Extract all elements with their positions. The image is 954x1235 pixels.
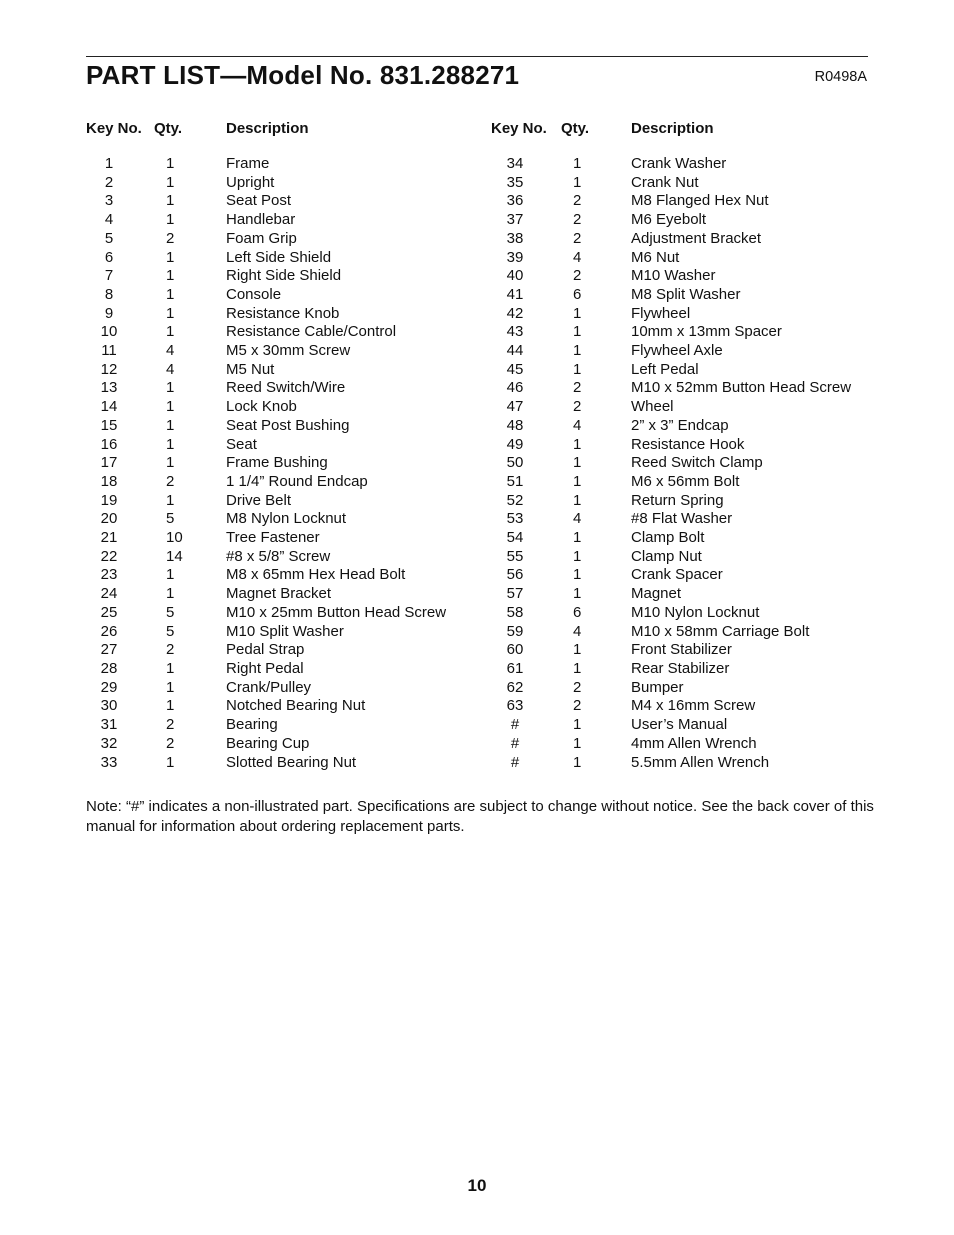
table-row: [491, 585, 851, 604]
part-key-number: 55: [506, 547, 524, 565]
part-key-number: 31: [100, 716, 118, 734]
table-row: [491, 679, 851, 698]
table-row: [491, 697, 851, 716]
part-quantity: 1: [166, 491, 175, 509]
table-row: [86, 716, 446, 735]
table-row: [86, 379, 446, 398]
part-description: Flywheel: [631, 304, 691, 322]
part-quantity: 1: [166, 435, 175, 453]
table-row: [491, 417, 851, 436]
part-key-number: 23: [100, 566, 118, 584]
part-quantity: 1: [166, 323, 175, 341]
part-quantity: 1: [166, 659, 175, 677]
part-description: M10 Nylon Locknut: [631, 603, 760, 621]
part-key-number: 13: [100, 379, 118, 397]
table-row: [86, 454, 446, 473]
part-quantity: 1: [573, 360, 582, 378]
part-quantity: 1: [573, 155, 582, 172]
part-description: M5 Nut: [226, 360, 275, 378]
part-quantity: 1: [573, 323, 582, 341]
part-description: M6 Eyebolt: [631, 211, 707, 229]
part-key-number: 33: [100, 753, 118, 771]
part-quantity: 1: [573, 753, 582, 771]
part-key-number: 15: [100, 416, 118, 434]
column-header-description: Description: [226, 119, 309, 137]
part-description: M8 x 65mm Hex Head Bolt: [226, 566, 406, 584]
part-description: Pedal Strap: [226, 641, 305, 659]
part-description: Bearing: [226, 716, 278, 734]
part-key-number: 20: [100, 510, 118, 528]
table-row: [86, 155, 446, 174]
table-row: [491, 623, 851, 642]
part-key-number: 25: [100, 603, 118, 621]
part-key-number: 9: [104, 304, 114, 322]
table-row: [86, 679, 446, 698]
table-header-row: [86, 118, 446, 155]
part-description: M5 x 30mm Screw: [226, 342, 351, 360]
part-quantity: 1: [166, 173, 175, 191]
part-quantity: 1: [573, 173, 582, 191]
part-key-number: 47: [506, 398, 524, 416]
part-description: Crank Spacer: [631, 566, 723, 584]
column-header-description: Description: [631, 119, 714, 137]
part-description: Foam Grip: [226, 229, 297, 247]
part-quantity: 1: [573, 547, 582, 565]
part-description: Lock Knob: [226, 398, 297, 416]
table-row: [86, 230, 446, 249]
part-description: Notched Bearing Nut: [226, 697, 366, 715]
part-quantity: 1: [573, 304, 582, 322]
table-row: [86, 323, 446, 342]
part-description: Console: [226, 285, 282, 303]
part-key-number: 8: [104, 285, 114, 303]
part-description: M8 Nylon Locknut: [226, 510, 347, 528]
page-number: 10: [467, 1176, 487, 1195]
part-description: Reed Switch/Wire: [226, 379, 346, 397]
table-row: [86, 566, 446, 585]
part-description: M6 Nut: [631, 248, 680, 266]
part-quantity: 1: [166, 379, 175, 397]
part-description: Seat Post Bushing: [226, 416, 350, 434]
table-row: [491, 379, 851, 398]
table-row: [491, 230, 851, 249]
part-description: Wheel: [631, 398, 674, 416]
footnote: Note: “#” indicates a non-illustrated part. Specifications are subject to change without notice. See the back cover of this manual for information about ordering replacement parts.: [86, 798, 874, 835]
part-key-number: 63: [506, 697, 524, 715]
part-key-number: 21: [100, 529, 118, 547]
part-description: Bumper: [631, 678, 684, 696]
part-key-number: 4: [104, 211, 114, 229]
table-row: [491, 192, 851, 211]
part-quantity: 14: [166, 547, 183, 565]
part-description: Slotted Bearing Nut: [226, 753, 357, 771]
part-quantity: 4: [166, 360, 175, 378]
part-quantity: 1: [166, 211, 175, 229]
document-code: R0498A: [814, 69, 867, 85]
part-description: Seat: [226, 435, 257, 453]
table-row: [491, 604, 851, 623]
part-key-number: 12: [100, 360, 118, 378]
table-row: [491, 754, 851, 773]
part-key-number: 32: [100, 734, 118, 752]
table-row: [491, 716, 851, 735]
part-key-number: 56: [506, 566, 524, 584]
part-key-number: 62: [506, 678, 524, 696]
part-key-number: 17: [100, 454, 118, 472]
part-key-number: 7: [104, 267, 114, 285]
part-quantity: 2: [573, 697, 582, 715]
part-quantity: 1: [166, 285, 175, 303]
part-description: Resistance Cable/Control: [226, 323, 397, 341]
part-key-number: 60: [506, 641, 524, 659]
part-description: Flywheel Axle: [631, 342, 723, 360]
part-description: Reed Switch Clamp: [631, 454, 763, 472]
part-key-number: 11: [101, 342, 117, 360]
table-row: [491, 323, 851, 342]
part-description: M10 Split Washer: [226, 622, 344, 640]
part-description: 1 1/4” Round Endcap: [226, 472, 368, 490]
part-key-number: 27: [100, 641, 118, 659]
part-key-number: 29: [100, 678, 118, 696]
part-quantity: 1: [166, 416, 175, 434]
part-quantity: 1: [573, 641, 582, 659]
part-quantity: 4: [573, 416, 582, 434]
part-description: Magnet Bracket: [226, 585, 332, 603]
table-row: [491, 641, 851, 660]
table-row: [86, 267, 446, 286]
part-quantity: 5: [166, 622, 175, 640]
part-quantity: 1: [573, 529, 582, 547]
part-key-number: 28: [100, 659, 118, 677]
table-row: [86, 697, 446, 716]
part-quantity: 2: [166, 472, 175, 490]
part-key-number: 2: [104, 173, 114, 191]
column-header-qty: Qty.: [561, 119, 590, 137]
part-key-number: 57: [506, 585, 524, 603]
part-quantity: 2: [166, 641, 175, 659]
part-key-number: 3: [104, 192, 114, 210]
table-row: [491, 174, 851, 193]
part-description: 4mm Allen Wrench: [631, 734, 757, 752]
part-key-number: 50: [506, 454, 524, 472]
table-row: [491, 436, 851, 455]
part-description: Tree Fastener: [226, 529, 320, 547]
part-key-number: 53: [506, 510, 524, 528]
part-key-number: 36: [506, 192, 524, 210]
part-quantity: 5: [166, 603, 175, 621]
part-description: Crank Washer: [631, 155, 727, 172]
part-key-number: 58: [506, 603, 524, 621]
part-description: Return Spring: [631, 491, 724, 509]
part-description: Drive Belt: [226, 491, 292, 509]
table-row: [491, 305, 851, 324]
part-key-number: 52: [506, 491, 524, 509]
part-quantity: 2: [573, 192, 582, 210]
part-quantity: 1: [166, 155, 175, 172]
part-key-number: 24: [100, 585, 118, 603]
part-key-number: 44: [506, 342, 524, 360]
part-description: Seat Post: [226, 192, 292, 210]
part-key-number: 16: [100, 435, 118, 453]
part-key-number: 37: [506, 211, 524, 229]
table-row: [86, 398, 446, 417]
table-row: [86, 641, 446, 660]
part-description: User’s Manual: [631, 716, 728, 734]
table-row: [86, 361, 446, 380]
part-quantity: 1: [166, 267, 175, 285]
table-row: [86, 174, 446, 193]
part-quantity: 1: [573, 716, 582, 734]
part-quantity: 1: [573, 585, 582, 603]
part-quantity: 1: [166, 585, 175, 603]
part-quantity: 2: [166, 229, 175, 247]
table-row: [86, 548, 446, 567]
part-quantity: 2: [573, 379, 582, 397]
part-quantity: 1: [573, 659, 582, 677]
table-row: [491, 473, 851, 492]
part-key-number: 14: [100, 398, 118, 416]
part-quantity: 1: [166, 192, 175, 210]
table-row: [86, 436, 446, 455]
part-key-number: 39: [506, 248, 524, 266]
part-key-number: 45: [506, 360, 524, 378]
part-description: 5.5mm Allen Wrench: [631, 753, 770, 771]
part-quantity: 5: [166, 510, 175, 528]
part-quantity: 10: [166, 529, 183, 547]
part-description: Clamp Nut: [631, 547, 702, 565]
part-quantity: 1: [573, 342, 582, 360]
part-key-number: 41: [506, 285, 524, 303]
part-description: Right Pedal: [226, 659, 304, 677]
part-description: Left Pedal: [631, 360, 699, 378]
table-header-row: [491, 118, 851, 155]
table-row: [86, 192, 446, 211]
part-key-number: 30: [100, 697, 118, 715]
part-quantity: 1: [166, 398, 175, 416]
part-description: Handlebar: [226, 211, 296, 229]
part-quantity: 2: [573, 211, 582, 229]
part-quantity: 4: [573, 248, 582, 266]
part-description: #8 x 5/8” Screw: [226, 547, 331, 565]
part-description: Bearing Cup: [226, 734, 310, 752]
column-header-qty: Qty.: [154, 119, 183, 137]
part-key-number: 51: [506, 472, 524, 490]
part-key-number: 5: [104, 229, 114, 247]
part-quantity: 1: [573, 454, 582, 472]
parts-rows-right: [491, 155, 851, 772]
part-key-number: 18: [100, 472, 118, 490]
part-quantity: 1: [573, 491, 582, 509]
part-quantity: 4: [573, 622, 582, 640]
table-row: [491, 155, 851, 174]
part-key-number: 38: [506, 229, 524, 247]
part-description: M10 Washer: [631, 267, 716, 285]
part-quantity: 2: [573, 229, 582, 247]
table-row: [491, 510, 851, 529]
part-quantity: 1: [573, 435, 582, 453]
table-row: [86, 305, 446, 324]
table-row: [491, 529, 851, 548]
part-quantity: 2: [573, 678, 582, 696]
part-key-number: 22: [100, 547, 118, 565]
table-row: [491, 566, 851, 585]
part-description: M8 Flanged Hex Nut: [631, 192, 769, 210]
part-description: Right Side Shield: [226, 267, 342, 285]
part-description: Clamp Bolt: [631, 529, 705, 547]
table-row: [491, 660, 851, 679]
part-quantity: 2: [166, 716, 175, 734]
table-row: [86, 510, 446, 529]
table-row: [491, 492, 851, 511]
table-row: [491, 361, 851, 380]
part-key-number: 35: [506, 173, 524, 191]
part-key-number: 61: [506, 659, 524, 677]
part-key-number: 40: [506, 267, 524, 285]
part-quantity: 6: [573, 285, 582, 303]
table-row: [491, 735, 851, 754]
part-description: Upright: [226, 173, 275, 191]
parts-rows-left: [86, 155, 446, 772]
page-title: PART LIST—Model No. 831.288271: [86, 60, 520, 90]
part-key-number: #: [510, 753, 520, 771]
part-quantity: 1: [166, 248, 175, 266]
part-key-number: 59: [506, 622, 524, 640]
table-row: [86, 529, 446, 548]
part-description: 2” x 3” Endcap: [631, 416, 729, 434]
part-description: Rear Stabilizer: [631, 659, 730, 677]
part-description: Front Stabilizer: [631, 641, 732, 659]
table-row: [86, 492, 446, 511]
part-key-number: 43: [506, 323, 524, 341]
part-quantity: 1: [166, 753, 175, 771]
part-description: M10 x 58mm Carriage Bolt: [631, 622, 810, 640]
part-description: M8 Split Washer: [631, 285, 741, 303]
part-quantity: 1: [166, 697, 175, 715]
part-description: Frame Bushing: [226, 454, 328, 472]
part-description: Adjustment Bracket: [631, 229, 762, 247]
part-quantity: 1: [166, 454, 175, 472]
part-description: Magnet: [631, 585, 682, 603]
part-description: Resistance Hook: [631, 435, 745, 453]
part-quantity: 2: [166, 734, 175, 752]
part-key-number: #: [510, 716, 520, 734]
part-quantity: 4: [166, 342, 175, 360]
table-row: [491, 342, 851, 361]
table-row: [491, 249, 851, 268]
table-row: [86, 754, 446, 773]
table-row: [86, 585, 446, 604]
part-description: #8 Flat Washer: [631, 510, 733, 528]
part-description: Left Side Shield: [226, 248, 332, 266]
part-key-number: 54: [506, 529, 524, 547]
part-key-number: 34: [506, 155, 524, 172]
column-header-key: Key No.: [491, 119, 547, 137]
part-quantity: 4: [573, 510, 582, 528]
table-row: [491, 398, 851, 417]
part-quantity: 1: [166, 566, 175, 584]
table-row: [491, 548, 851, 567]
part-quantity: 1: [166, 304, 175, 322]
part-description: M6 x 56mm Bolt: [631, 472, 740, 490]
part-quantity: 2: [573, 267, 582, 285]
part-quantity: 1: [166, 678, 175, 696]
part-quantity: 6: [573, 603, 582, 621]
table-row: [86, 660, 446, 679]
part-key-number: 42: [506, 304, 524, 322]
part-key-number: 49: [506, 435, 524, 453]
part-description: Crank/Pulley: [226, 678, 312, 696]
part-quantity: 1: [573, 566, 582, 584]
table-row: [491, 454, 851, 473]
part-description: Crank Nut: [631, 173, 699, 191]
table-row: [86, 211, 446, 230]
part-quantity: 1: [573, 734, 582, 752]
part-key-number: 19: [100, 491, 118, 509]
part-quantity: 2: [573, 398, 582, 416]
part-key-number: #: [510, 734, 520, 752]
table-row: [86, 286, 446, 305]
column-header-key: Key No.: [86, 119, 142, 137]
part-description: Resistance Knob: [226, 304, 340, 322]
table-row: [86, 604, 446, 623]
parts-table-right: [491, 118, 851, 772]
part-description: M10 x 25mm Button Head Screw: [226, 603, 447, 621]
part-key-number: 10: [100, 323, 118, 341]
parts-table-left: [86, 118, 446, 772]
table-row: [86, 473, 446, 492]
table-row: [86, 735, 446, 754]
table-row: [491, 211, 851, 230]
table-row: [491, 286, 851, 305]
part-description: M10 x 52mm Button Head Screw: [631, 379, 852, 397]
table-row: [86, 249, 446, 268]
table-row: [86, 417, 446, 436]
part-quantity: 1: [573, 472, 582, 490]
table-row: [86, 342, 446, 361]
part-key-number: 6: [104, 248, 114, 266]
header-rule: [86, 56, 868, 57]
part-key-number: 1: [104, 155, 114, 172]
part-key-number: 48: [506, 416, 524, 434]
part-description: 10mm x 13mm Spacer: [631, 323, 782, 341]
part-key-number: 46: [506, 379, 524, 397]
part-description: M4 x 16mm Screw: [631, 697, 756, 715]
table-row: [86, 623, 446, 642]
table-row: [491, 267, 851, 286]
part-description: Frame: [226, 155, 270, 172]
part-key-number: 26: [100, 622, 118, 640]
